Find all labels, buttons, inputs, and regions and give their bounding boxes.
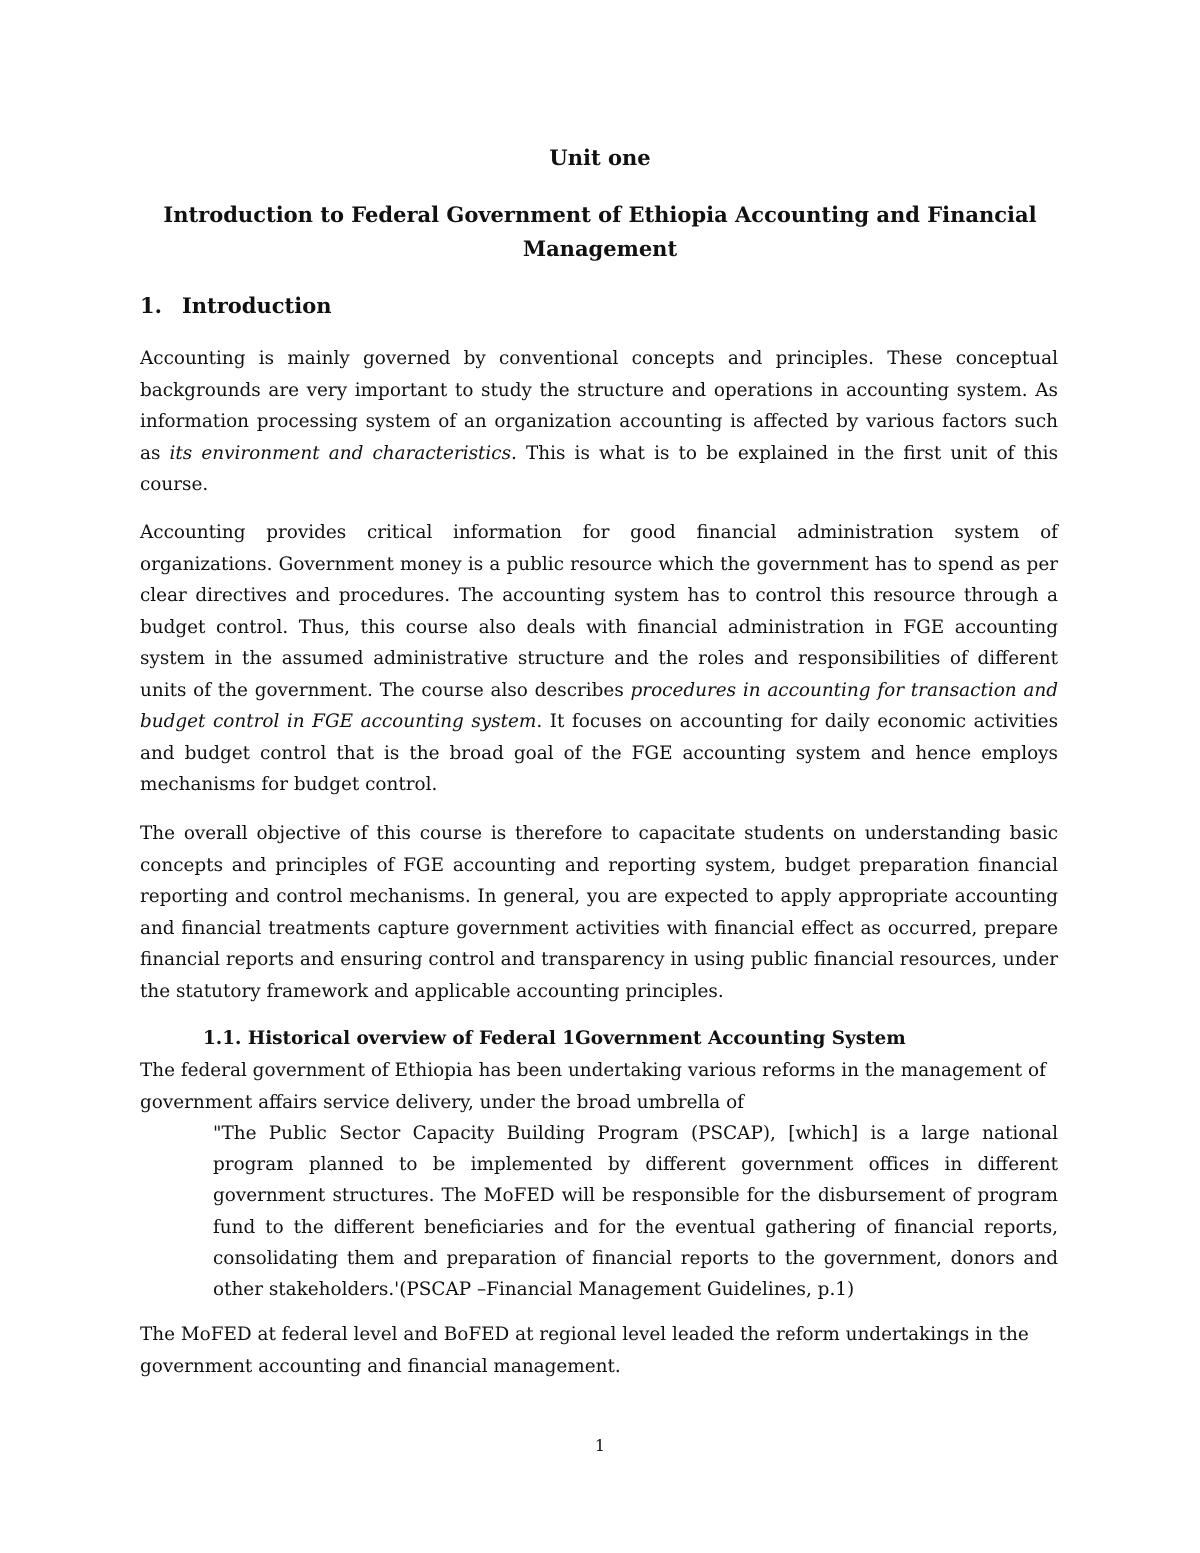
paragraph-1 [140, 343, 1058, 501]
paragraph-2 [140, 517, 1058, 801]
paragraph-2-text-b: . It focuses on accounting for daily economic activities and budget control that is the broad goal of the FGE accounting system and hence employs mechanisms for budget control. [140, 711, 1059, 795]
paragraph-2-text-a: Accounting provides critical information for good financial administration system of organizations. Government money is a public resource which the government has to spend as per clear directives and procedures. The accounting system has to control this resource through a budget control. Thus, this course also deals with financial administration in FGE accounting system in the assumed administrative structure and the roles and responsibilities of different units of the government. The course also describes [140, 522, 1058, 701]
paragraph-1-text-a: Accounting is mainly governed by conventional concepts and principles. These conceptual backgrounds are very important to study the structure and operations in accounting system. As information processing system of an organization accounting is affected by various factors such as [140, 348, 1058, 464]
section-number: 1. [140, 293, 162, 318]
page-number: 1 [594, 1436, 606, 1455]
paragraph-3: The overall objective of this course is therefore to capacitate students on understanding basic concepts and principles of FGE accounting and reporting system, budget preparation financial reporting and control mechanisms. In general, you are expected to apply appropriate accounting and financial treatments capture government activities with financial effect as occurred, prepare financial reports and ensuring control and transparency in using public financial resources, under the statutory framework and applicable accounting principles. [140, 823, 1058, 1002]
subsection-title: Historical overview of Federal 1Government Accounting System [247, 1028, 906, 1049]
section-title: Introduction [181, 293, 332, 318]
paragraph-1-text-b: . This is what is to be explained in the first unit of this course. [140, 442, 1059, 495]
paragraph-2-italic: procedures in accounting for transaction and budget control in FGE accounting system [140, 679, 1058, 732]
section-heading-introduction [140, 291, 332, 321]
paragraph-4: The federal government of Ethiopia has been undertaking various reforms in the management of government affairs service delivery, under the broad umbrella of [140, 1060, 1046, 1113]
main-title: Introduction to Federal Government of Ethiopia Accounting and Financial Management [163, 202, 1037, 261]
unit-title: Unit one [549, 145, 651, 170]
paragraph-5: The MoFED at federal level and BoFED at regional level leaded the reform undertakings in the government accounting and financial management. [140, 1324, 1029, 1377]
section-heading-historical-overview [203, 1024, 906, 1054]
paragraph-1-italic: its environment and characteristics [169, 442, 512, 464]
subsection-number: 1.1. [203, 1028, 242, 1049]
block-quote: "The Public Sector Capacity Building Program (PSCAP), [which] is a large national program planned to be implemented by different government offices in different government structures. The MoFED will be responsible for the disbursement of program fund to the different beneficiaries and for the eventual gathering of financial reports, consolidating them and preparation of financial reports to the government, donors and other stakeholders.'(PSCAP –Financial Management Guidelines, p.1) [213, 1123, 1058, 1301]
